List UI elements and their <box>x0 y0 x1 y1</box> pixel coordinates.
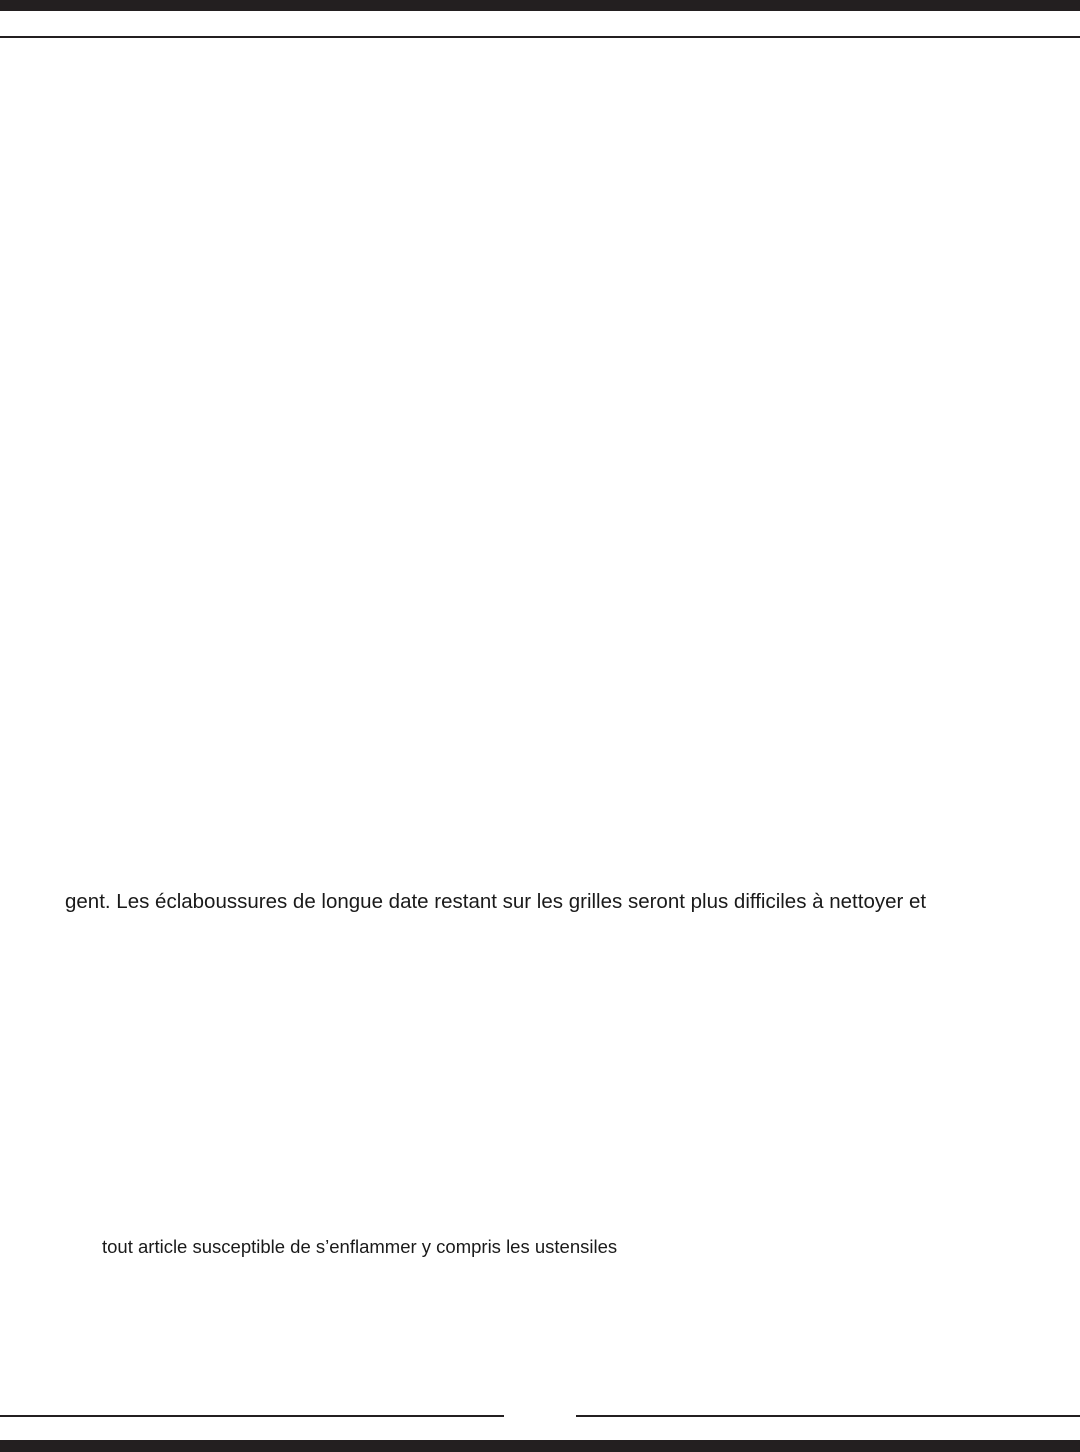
bottom-border-band <box>0 1440 1080 1452</box>
indented-text-line: tout article susceptible de s’enflammer y compris les ustensiles <box>102 1236 618 1257</box>
top-border-band <box>0 0 1080 11</box>
footer-rule-right <box>576 1415 1080 1417</box>
header-rule <box>0 36 1080 38</box>
footer-rule-left <box>0 1415 504 1417</box>
body-text-line: gent. Les éclaboussures de longue date restant sur les grilles seront plus difficiles à nettoyer et <box>65 890 927 913</box>
